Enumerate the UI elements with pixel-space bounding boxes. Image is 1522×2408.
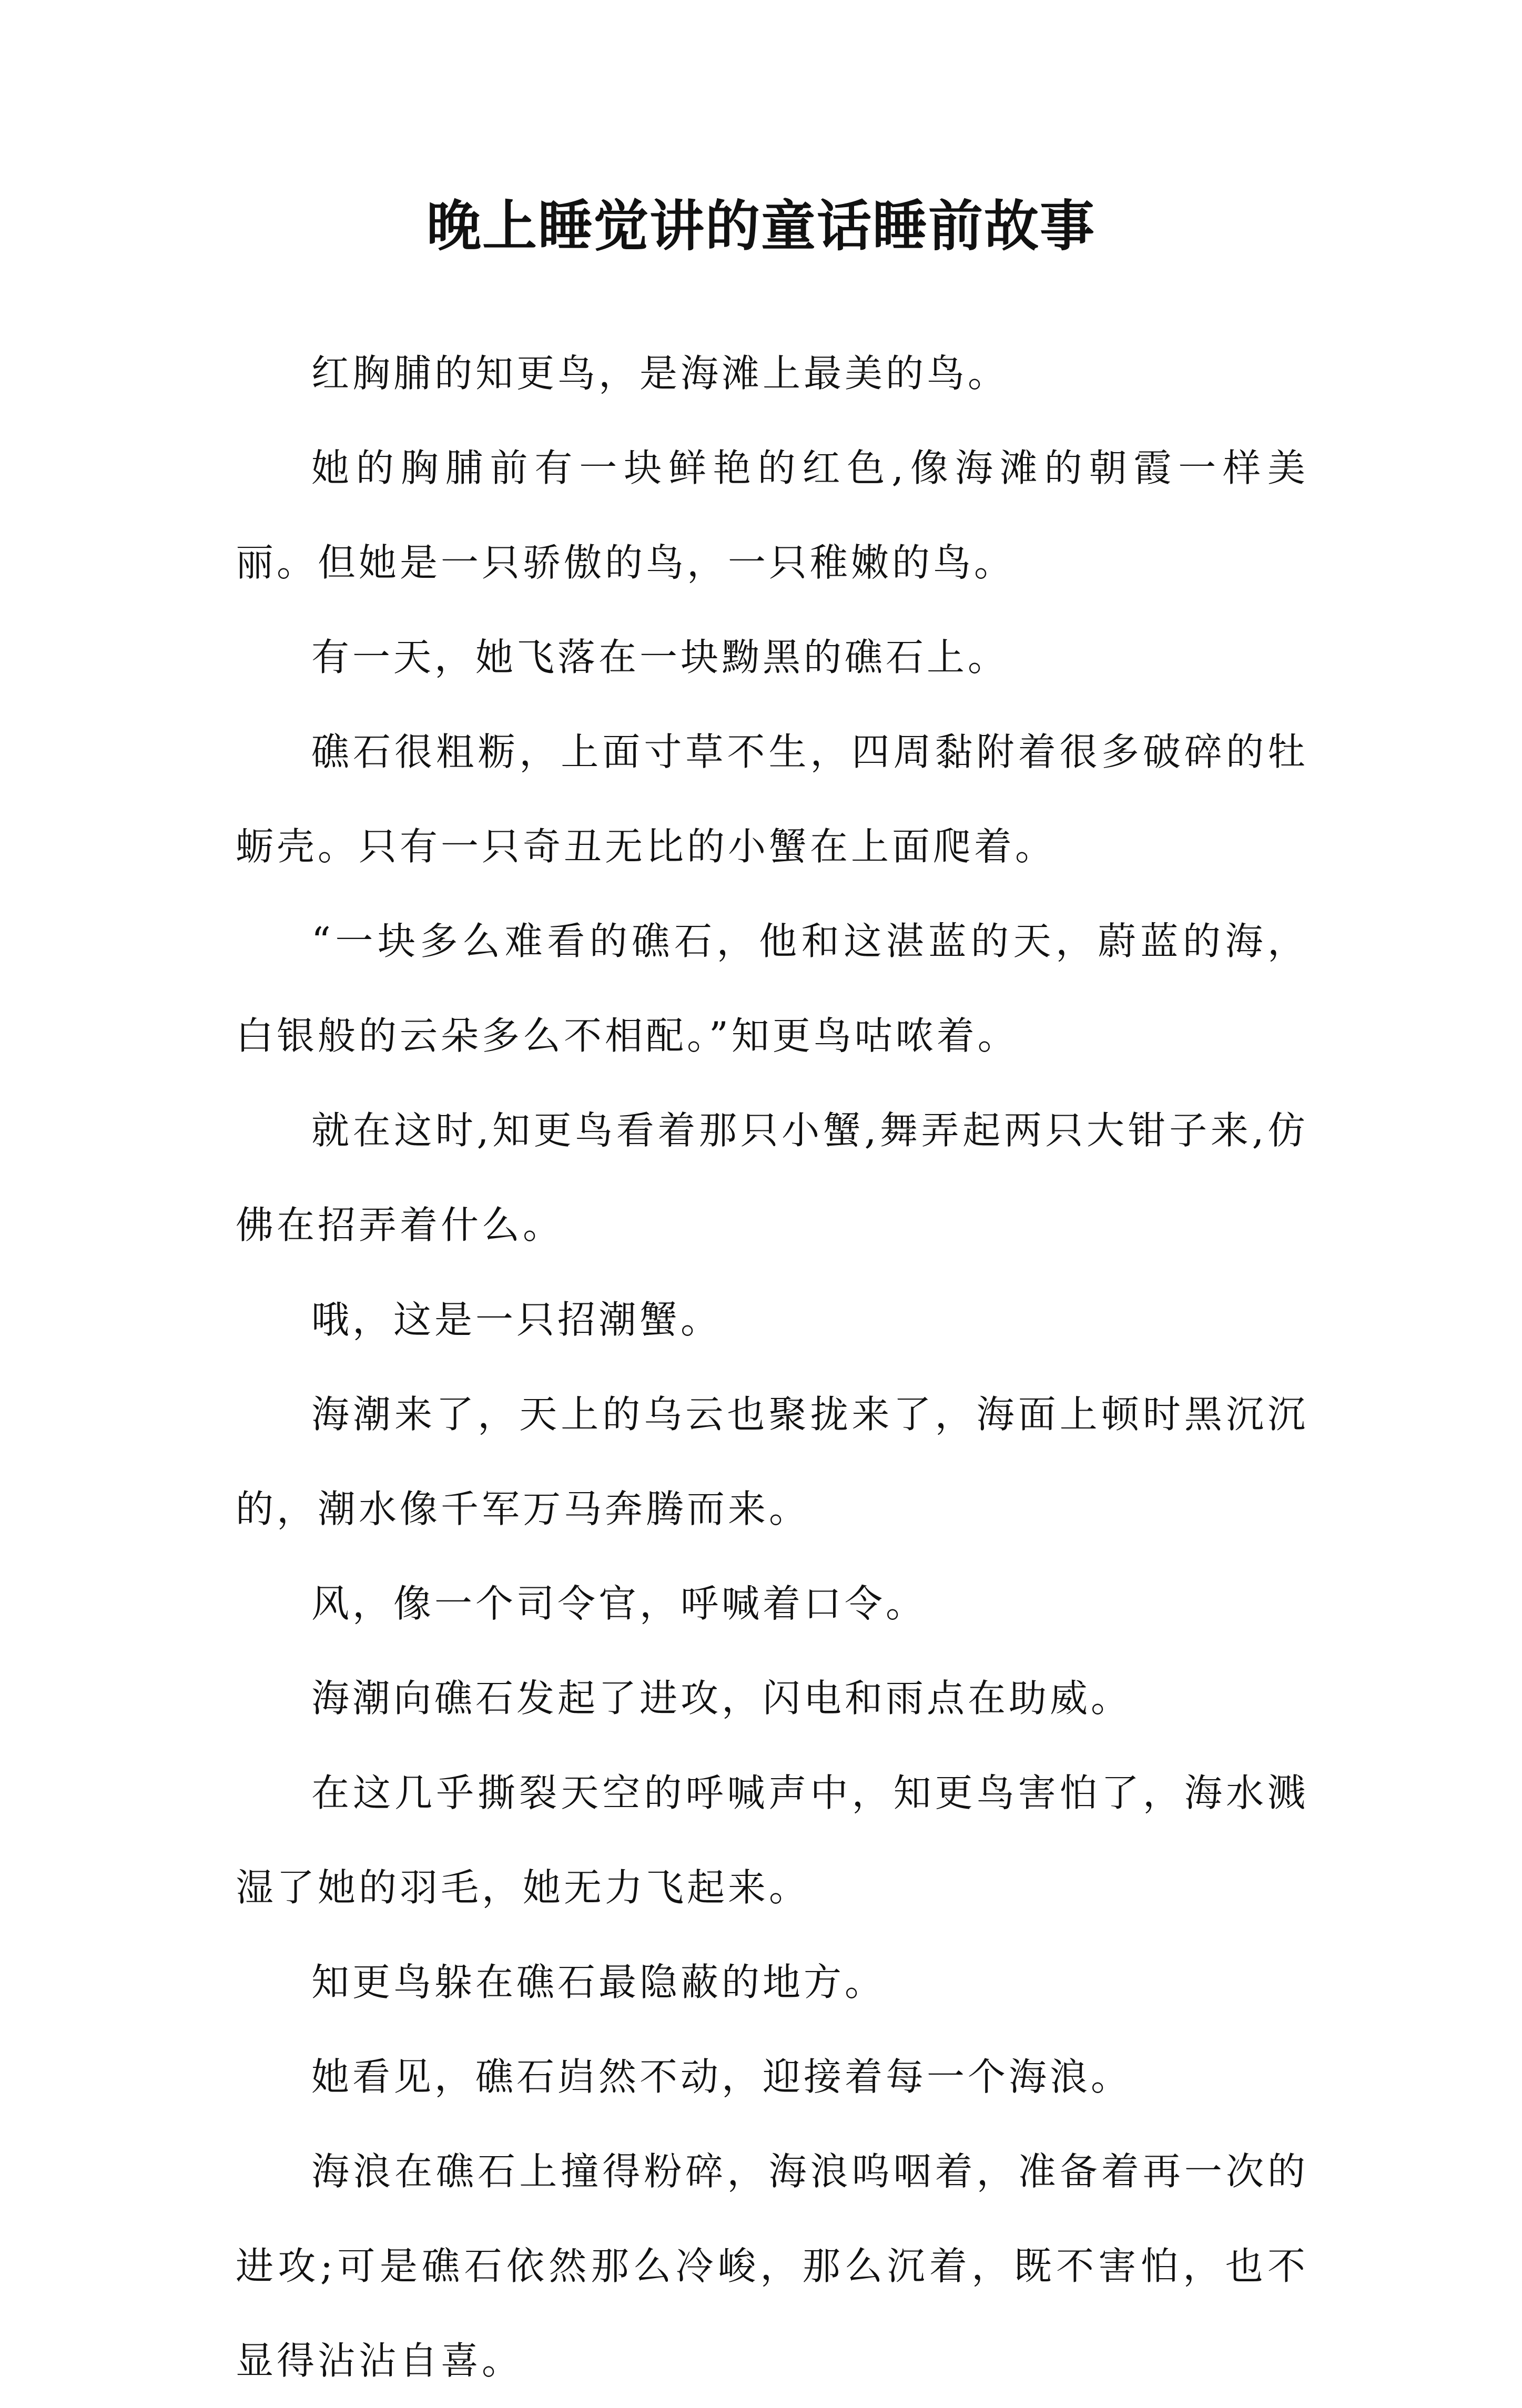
paragraph: 在这几乎撕裂天空的呼喊声中，知更鸟害怕了，海水溅湿了她的羽毛，她无力飞起来。 [236,1771,1308,1910]
paragraph: 海潮来了，天上的乌云也聚拢来了，海面上顿时黑沉沉的，潮水像千军万马奔腾而来。 [236,1392,1308,1531]
paragraph: 海潮向礁石发起了进攻，闪电和雨点在助威。 [311,1676,1132,1720]
document-body [236,326,1308,2408]
paragraph: 有一天，她飞落在一块黝黑的礁石上。 [311,635,1009,679]
paragraph: 风，像一个司令官，呼喊着口令。 [311,1581,927,1626]
paragraph: “一块多么难看的礁石，他和这湛蓝的天，蔚蓝的海，白银般的云朵多么不相配。”知更鸟咕哝着。 [236,919,1308,1058]
paragraph: 她看见，礁石岿然不动，迎接着每一个海浪。 [311,2055,1132,2099]
paragraph: 知更鸟躲在礁石最隐蔽的地方。 [311,1960,886,2004]
paragraph: 礁石很粗粝，上面寸草不生，四周黏附着很多破碎的牡蛎壳。只有一只奇丑无比的小蟹在上面爬着。 [236,730,1308,869]
paragraph: 她的胸脯前有一块鲜艳的红色,像海滩的朝霞一样美丽。但她是一只骄傲的鸟，一只稚嫩的鸟。 [236,446,1308,585]
paragraph: 海浪在礁石上撞得粉碎，海浪呜咽着，准备着再一次的进攻;可是礁石依然那么冷峻，那么沉着，既不害怕，也不显得沾沾自喜。 [236,2149,1308,2383]
paragraph: 哦，这是一只招潮蟹。 [311,1298,722,1342]
paragraph: 红胸脯的知更鸟，是海滩上最美的鸟。 [311,351,1009,395]
paragraph: 就在这时,知更鸟看着那只小蟹,舞弄起两只大钳子来,仿佛在招弄着什么。 [236,1108,1308,1247]
document-title: 晚上睡觉讲的童话睡前故事 [426,193,1095,258]
